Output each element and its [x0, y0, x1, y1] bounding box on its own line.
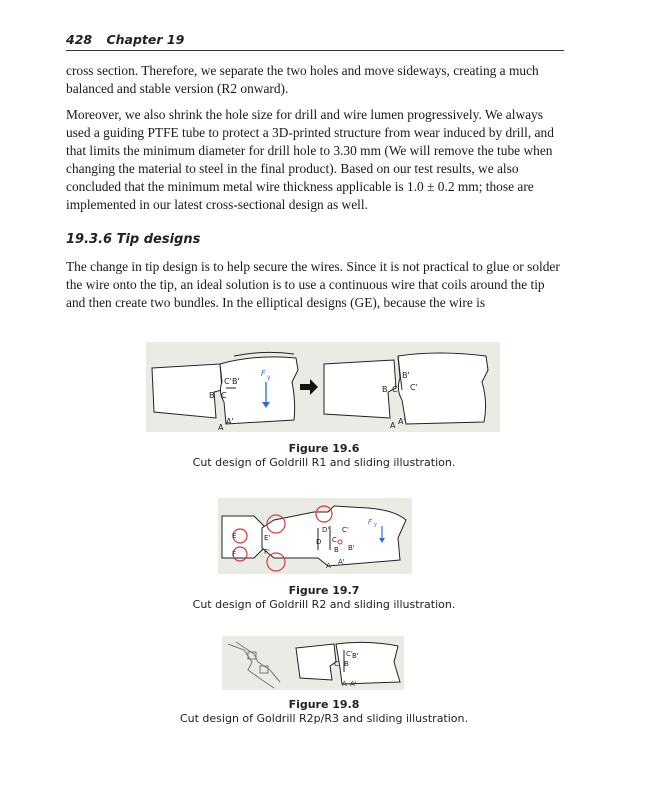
fig7-label-d: D	[316, 538, 322, 546]
paragraph-2: Moreover, we also shrink the hole size for drill and wire lumen progressively. We always used a guiding PTFE tube to protect a 3D-printed structure from wear induced by drill, and that limits the minimum diameter for drill hole to 3.30 mm (We will remove the tube when changing the material to steel in the final product). Based on our test results, we also concluded that the minimum metal wire thickness applicable is 1.0 ± 0.2 mm; those are implemented in our latest cross-sectional design as well.	[66, 107, 554, 212]
figure-19-8-label: Figure 19.8	[288, 698, 360, 711]
paragraph-3: The change in tip design is to help secure the wires. Since it is not practical to glue or solder the wire onto the tip, an ideal solution is to use a continuous wire that coils around the tip and then create two bundles. In the elliptical designs (GE), because the wire is	[66, 259, 560, 310]
fig6-label-a2: A'	[226, 417, 234, 426]
fig7-label-e2: E'	[264, 534, 271, 542]
figure-19-7-label: Figure 19.7	[288, 584, 360, 597]
running-header	[66, 30, 564, 51]
fig8-label-a2: A'	[350, 680, 357, 688]
paragraph-1: cross section. Therefore, we separate the two holes and move sideways, creating a much balanced and stable version (R2 onward).	[66, 63, 539, 96]
fig7-label-d2: D'	[322, 526, 330, 534]
figure-19-7-caption	[0, 584, 648, 612]
fig7-label-c2: C'	[342, 526, 349, 534]
fig6-force-label: F	[261, 369, 266, 378]
fig6-label-b2: B'	[232, 377, 240, 386]
figure-19-8-caption	[0, 698, 648, 726]
section-heading: 19.3.6 Tip designs	[66, 232, 201, 247]
fig6-label-a: A	[218, 423, 224, 432]
figure-19-6-image	[146, 342, 500, 432]
figure-19-6-text: Cut design of Goldrill R1 and sliding illustration.	[192, 456, 456, 469]
fig7-force-label: F	[368, 518, 373, 526]
fig6-label-c2: C'	[224, 377, 232, 386]
fig6-label-b: B	[209, 391, 215, 400]
fig6r-label-b: B	[382, 385, 388, 394]
fig8-label-a: A	[342, 680, 347, 688]
fig7-label-f: F	[232, 550, 237, 558]
fig6r-label-b2: B'	[402, 371, 410, 380]
chapter-label: Chapter 19	[106, 32, 185, 47]
figure-19-8-image	[222, 636, 404, 690]
fig8-label-b: B	[344, 660, 349, 668]
figure-19-8-text: Cut design of Goldrill R2p/R3 and sliding illustration.	[179, 712, 469, 725]
fig7-label-b: B	[334, 546, 339, 554]
fig6r-label-a: A	[390, 421, 396, 430]
figure-19-7-image	[218, 498, 412, 574]
fig7-label-c: C	[332, 536, 337, 544]
fig7-label-f2: F'	[264, 548, 270, 556]
fig7-label-b2: B'	[348, 544, 355, 552]
fig8-label-c2: C'	[346, 650, 353, 658]
fig7-force-sub: y	[374, 522, 377, 528]
fig6r-label-c2: C'	[410, 383, 418, 392]
fig6r-label-c: C	[392, 385, 398, 394]
fig7-label-e: E	[232, 532, 237, 540]
fig6-force-sub: y	[267, 374, 271, 381]
fig7-label-a: A	[326, 562, 331, 570]
page-number: 428	[66, 32, 93, 47]
fig8-label-b2: B'	[352, 652, 359, 660]
figure-19-6-label: Figure 19.6	[288, 442, 360, 455]
figure-19-6-caption	[0, 442, 648, 470]
fig7-label-a2: A'	[338, 558, 345, 566]
figure-19-7-text: Cut design of Goldrill R2 and sliding illustration.	[192, 598, 456, 611]
fig6r-label-a2: A'	[398, 417, 406, 426]
fig6-label-c: C	[221, 391, 227, 400]
fig8-label-c: C	[334, 660, 339, 668]
